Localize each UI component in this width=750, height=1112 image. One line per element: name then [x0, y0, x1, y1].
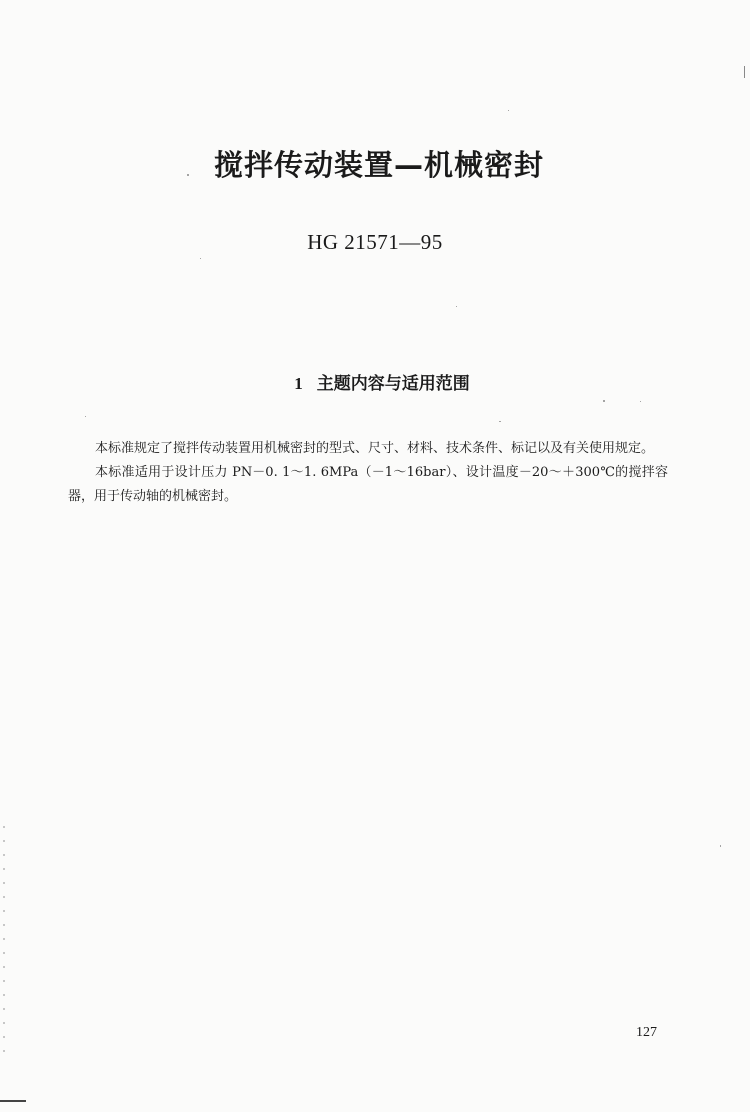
section-title: 主题内容与适用范围	[316, 374, 470, 394]
scan-edge-dots	[3, 820, 5, 1060]
paragraph: 本标准适用于设计压力 PN－0. 1～1. 6MPa（－1～16bar）、设计温度－20～＋300℃的搅拌容器，用于传动轴的机械密封。	[68, 465, 668, 504]
scan-speck	[85, 416, 86, 417]
scan-speck	[499, 421, 501, 422]
scan-speck	[603, 400, 605, 402]
page-number: 127	[636, 1025, 657, 1040]
scan-speck	[640, 401, 641, 402]
section-number: 1	[294, 374, 303, 393]
scan-corner-mark	[0, 1100, 26, 1102]
scan-speck	[456, 306, 457, 307]
scan-speck	[508, 110, 509, 111]
body-text	[68, 437, 668, 509]
scan-speck	[720, 845, 721, 847]
scan-speck	[200, 258, 201, 259]
section-heading	[0, 369, 750, 394]
standard-code: HG 21571—95	[307, 230, 443, 254]
scan-mark	[744, 66, 745, 78]
scan-speck	[187, 174, 189, 176]
document-title: 搅拌传动装置—机械密封	[213, 148, 544, 182]
paragraph: 本标准规定了搅拌传动装置用机械密封的型式、尺寸、材料、技术条件、标记以及有关使用规定。	[95, 441, 655, 456]
